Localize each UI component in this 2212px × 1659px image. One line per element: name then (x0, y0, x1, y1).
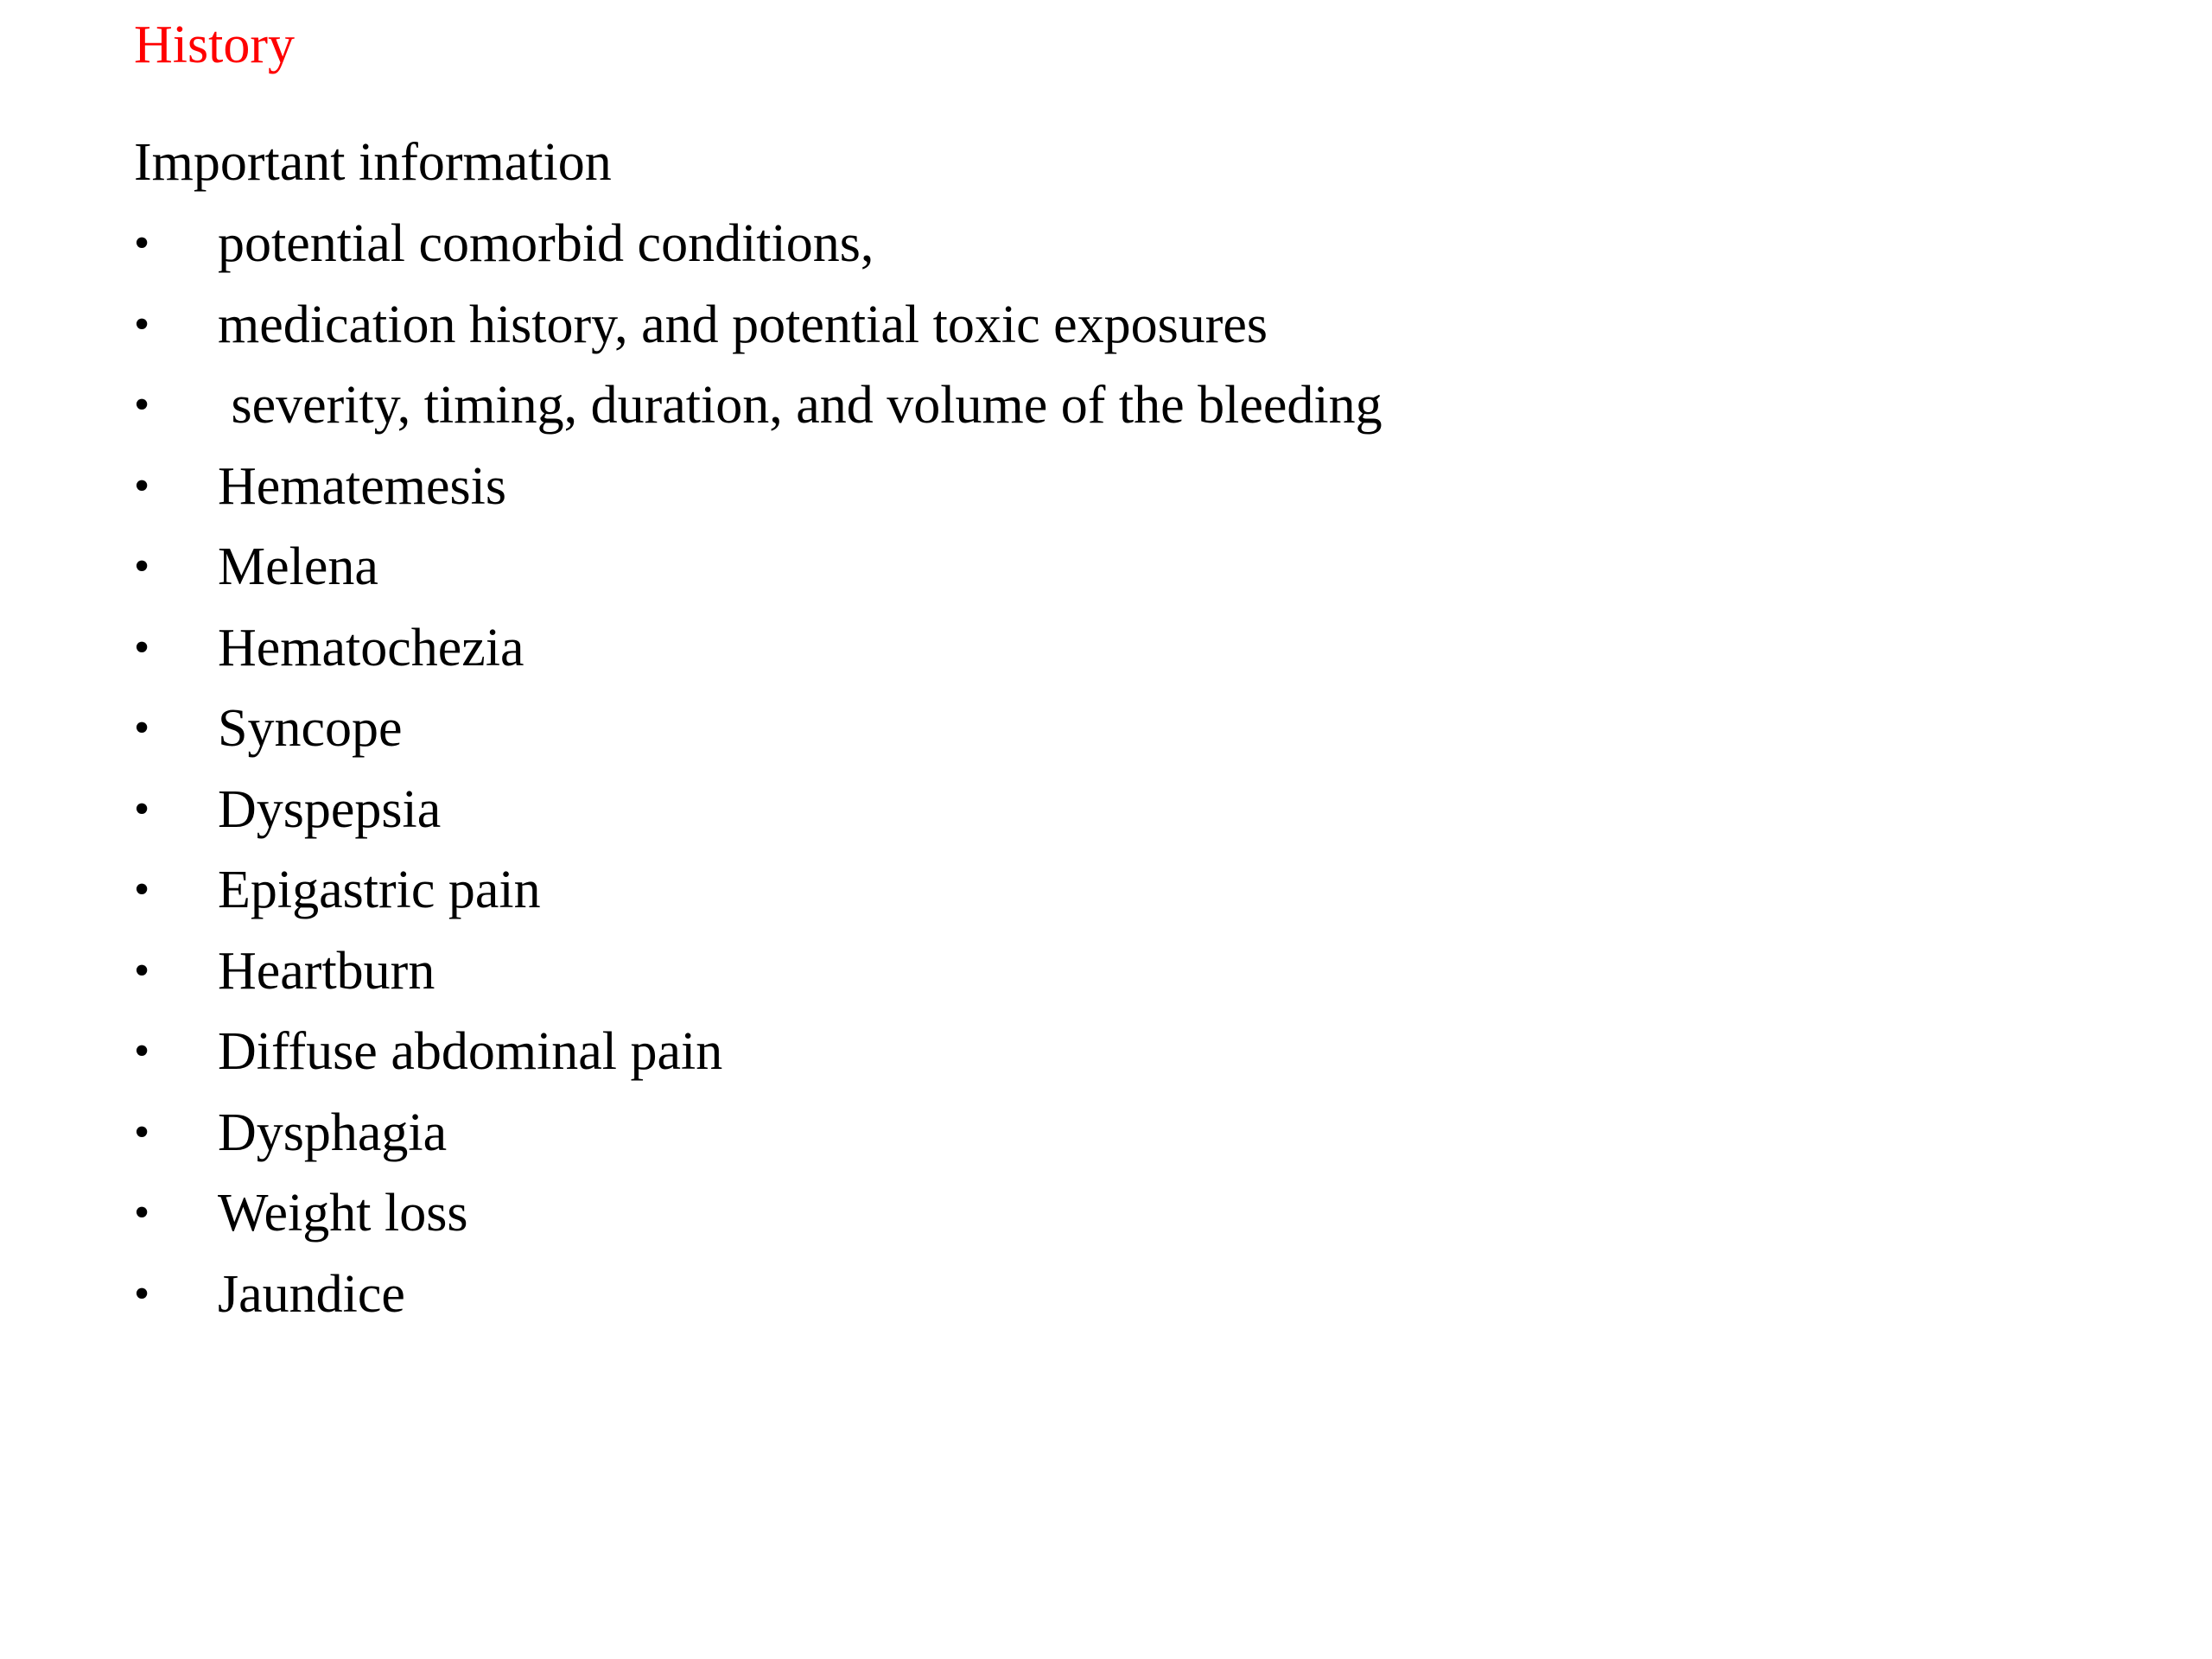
slide-subtitle: Important information (134, 133, 612, 192)
bullet-text: Epigastric pain (218, 861, 541, 919)
bullet-point-icon: • (134, 461, 150, 511)
bullet-point-icon: • (134, 865, 150, 914)
bullet-text: potential comorbid conditions, (218, 214, 874, 273)
bullet-point-icon: • (134, 1107, 150, 1157)
bullet-point-icon: • (134, 784, 150, 834)
bullet-text: Diffuse abdominal pain (218, 1022, 723, 1081)
bullet-point-icon: • (134, 703, 150, 753)
slide-title: History (134, 16, 295, 74)
bullet-point-icon: • (134, 1027, 150, 1076)
bullet-text: severity, timing, duration, and volume of the bleeding (218, 376, 1382, 435)
bullet-point-icon: • (134, 542, 150, 591)
bullet-text: Hematemesis (218, 456, 507, 516)
bullet-point-icon: • (134, 1188, 150, 1237)
bullet-point-icon: • (134, 622, 150, 672)
bullet-text: Dysphagia (218, 1103, 448, 1162)
bullet-text: medication history, and potential toxic exposures (218, 295, 1268, 354)
bullet-text: Weight loss (218, 1184, 468, 1243)
bullet-text: Hematochezia (218, 618, 524, 677)
bullet-point-icon: • (134, 945, 150, 995)
bullet-text: Heartburn (218, 941, 435, 1001)
bullet-point-icon: • (134, 219, 150, 268)
bullet-point-icon: • (134, 1268, 150, 1319)
bullet-point-icon: • (134, 299, 150, 349)
bullet-text: Jaundice (218, 1264, 405, 1324)
bullet-text: Melena (218, 537, 378, 596)
bullet-point-icon: • (134, 380, 150, 429)
bullet-text: Syncope (218, 699, 403, 758)
bullet-text: Dyspepsia (218, 779, 442, 839)
